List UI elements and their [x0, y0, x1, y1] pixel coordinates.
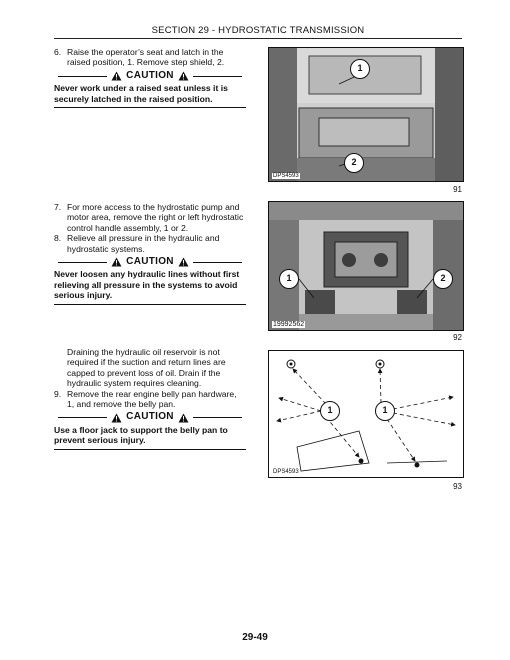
- caution-banner: [54, 257, 246, 267]
- step-number: 8.: [54, 233, 62, 244]
- caution-label: CAUTION: [126, 69, 174, 81]
- figure-code: DPS4593: [273, 469, 299, 475]
- caution-text: Never loosen any hydraulic lines without first relieving all pressure in the systems to avoid serious injury.: [54, 269, 240, 301]
- caution-rule-right: [193, 76, 242, 77]
- warning-triangle-icon: [111, 413, 122, 423]
- warning-triangle-icon: [178, 71, 189, 81]
- figure-91-photo: [268, 47, 464, 182]
- figure-number: 92: [453, 333, 462, 342]
- instruction-block-2: [54, 202, 246, 305]
- step-8: [54, 233, 246, 254]
- note-text: Draining the hydraulic oil reservoir is not required if the suction and return lines are capped to prevent loss of oil. Drain if the hydraulic system requires cleaning.: [67, 347, 226, 389]
- step-number: 9.: [54, 388, 62, 399]
- caution-text: Never work under a raised seat unless it is securely latched in the raised position.: [54, 83, 228, 104]
- step-7: [54, 202, 246, 233]
- step-text: Raise the operator’s seat and latch in the raised position, 1. Remove step shield, 2.: [67, 47, 225, 68]
- caution-rule-left: [58, 262, 107, 263]
- section-header: SECTION 29 - HYDROSTATIC TRANSMISSION: [151, 25, 365, 36]
- caution-rule-right: [193, 262, 242, 263]
- instruction-block-3: [54, 347, 246, 450]
- step-text: Remove the rear engine belly pan hardware, 1, and remove the belly pan.: [67, 388, 237, 410]
- caution-rule-left: [58, 417, 107, 418]
- caution-bottom-rule: [54, 449, 246, 450]
- header-rule: [54, 38, 462, 39]
- caution-bottom-rule: [54, 107, 246, 108]
- caution-rule-left: [58, 76, 107, 77]
- hydrostatic-area-illustration: [269, 202, 463, 330]
- caution-text: Use a floor jack to support the belly pan to prevent serious injury.: [54, 424, 228, 446]
- warning-triangle-icon: [178, 257, 189, 267]
- caution-label: CAUTION: [126, 411, 174, 423]
- callout-label: 1: [357, 63, 363, 73]
- callout-label: 2: [351, 157, 357, 167]
- step-number: 7.: [54, 202, 62, 212]
- callout-label: 1: [327, 405, 333, 415]
- caution-rule-right: [193, 417, 242, 418]
- figure-number: 91: [453, 185, 462, 194]
- figure-code: 19992562: [273, 321, 305, 328]
- caution-banner: [54, 412, 246, 422]
- step-6: [54, 47, 246, 68]
- instruction-block-1: [54, 47, 246, 108]
- caution-banner: [54, 71, 246, 81]
- figure-93-drawing: [268, 350, 464, 478]
- figure-number: 93: [453, 482, 462, 491]
- step-number: 6.: [54, 47, 62, 57]
- warning-triangle-icon: [178, 413, 189, 423]
- figure-92-photo: [268, 201, 464, 331]
- warning-triangle-icon: [111, 257, 122, 267]
- caution-label: CAUTION: [126, 256, 174, 268]
- step-text: Relieve all pressure in the hydraulic and hydrostatic systems.: [67, 233, 220, 254]
- step-text: For more access to the hydrostatic pump and motor area, remove the right or left hydrostatic control handle assembly, 1 or 2.: [67, 202, 244, 233]
- callout-label: 2: [440, 273, 446, 283]
- callout-label: 1: [286, 273, 292, 283]
- warning-triangle-icon: [111, 71, 122, 81]
- caution-bottom-rule: [54, 304, 246, 305]
- step-9: [54, 389, 246, 410]
- page-number: 29-49: [242, 632, 268, 643]
- callout-label: 1: [382, 405, 388, 415]
- belly-pan-hardware-drawing: [269, 351, 463, 477]
- figure-code: DPS4593: [273, 173, 299, 179]
